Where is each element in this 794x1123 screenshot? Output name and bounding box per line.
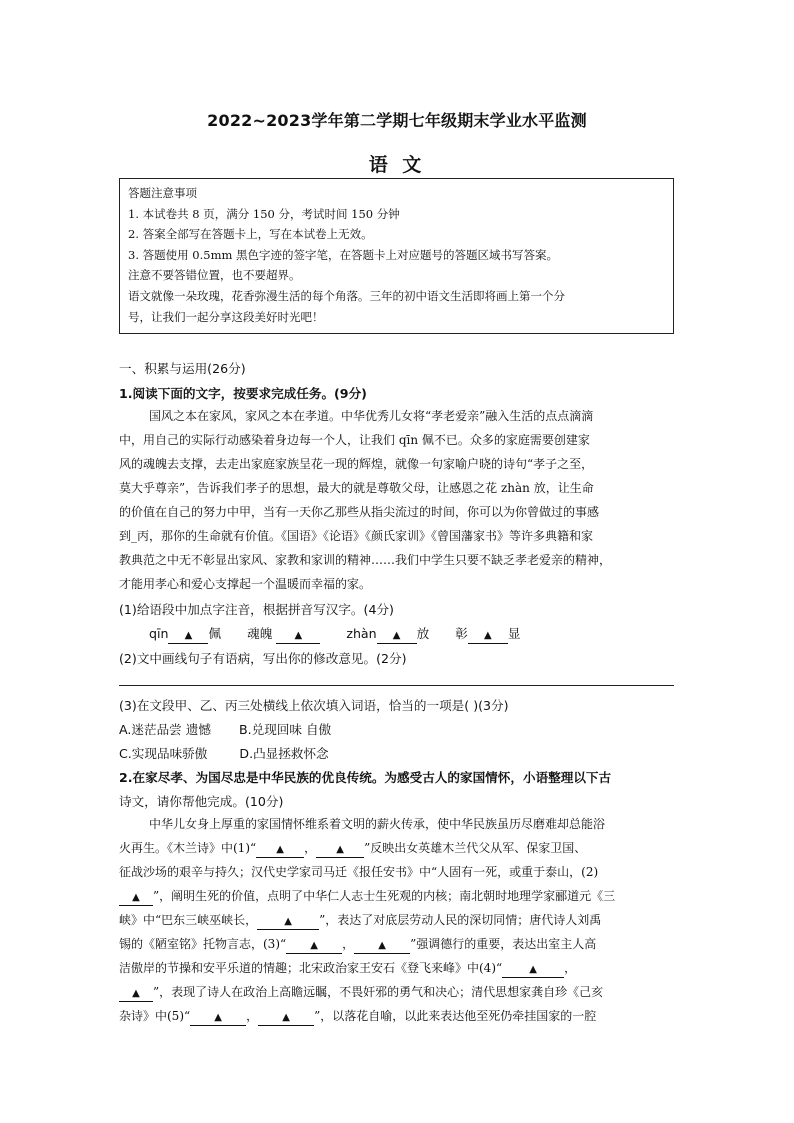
passage-line: [119, 983, 679, 1002]
question-1-prompt: 1.阅读下面的文字，按要求完成任务。(9分): [119, 386, 367, 401]
passage-line: 风的魂魄去支撑，去走出家庭家族呈花一现的辉煌，就像一句家喻户晓的诗句“孝子之至，: [119, 457, 594, 471]
passage-line: [119, 959, 679, 978]
passage-line: 莫大乎尊亲”，告诉我们孝子的思想，最大的就是尊敬父母，让感恩之花 zhàn 放，让生命: [119, 481, 594, 495]
comma: ，: [304, 841, 317, 855]
passage-text: 洁傲岸的节操和安平乐道的情趣；北宋政治家王安石《登飞来峰》中(4)“: [119, 961, 503, 975]
answer-marker: ▲: [336, 844, 344, 855]
passage-text: ”反映出女英雄木兰代父从军、保家卫国、: [364, 841, 587, 855]
pinyin-qin: qīn: [149, 626, 169, 641]
notice-line: 号，让我们一起分享这段美好时光吧！: [128, 309, 324, 324]
answer-marker: ▲: [282, 1012, 290, 1023]
answer-marker: ▲: [276, 844, 284, 855]
answer-blank[interactable]: [316, 841, 364, 858]
passage-text: 锡的《陋室铭》托物言志，(3)“: [119, 937, 287, 951]
passage-line: 征战沙场的艰辛与持久；汉代史学家司马迁《报任安书》中“人固有一死，或重于泰山，(2): [119, 865, 599, 879]
passage-text: ”，表现了诗人在政治上高瞻远瞩，不畏奸邪的勇气和决心；清代思想家龚自珍《己亥: [153, 985, 604, 999]
answer-blank[interactable]: [258, 1009, 314, 1026]
answer-blank[interactable]: [468, 627, 508, 644]
answer-blank[interactable]: [377, 627, 417, 644]
answer-blank[interactable]: [286, 937, 342, 954]
answer-blank[interactable]: [257, 913, 319, 930]
passage-line: 中华儿女身上厚重的家国情怀维系着文明的薪火传承，使中华民族虽历尽磨难却总能浴: [149, 817, 606, 831]
exam-title: 2022~2023学年第二学期七年级期末学业水平监测: [207, 111, 587, 130]
passage-text: ”，阐明生死的价值，点明了中华仁人志士生死观的内核；南北朝时地理学家郦道元《三: [153, 889, 616, 903]
options-row-1: [119, 719, 679, 738]
notice-line: 3. 答题使用 0.5mm 黑色字迹的签字笔，在答题卡上对应题号的答题区域书写答案。: [128, 247, 559, 262]
passage-line: 的价值在自己的努力中甲，当有一天你乙那些从指尖流过的时间，你可以为你曾做过的事感: [119, 505, 600, 519]
answer-marker: ▲: [484, 630, 492, 641]
answer-marker: ▲: [310, 940, 318, 951]
answer-line[interactable]: [119, 685, 674, 686]
char-after: 显: [507, 626, 521, 641]
notice-line: 2. 答案全部写在答题卡上，写在本试卷上无效。: [128, 227, 373, 242]
answer-blank[interactable]: [119, 889, 153, 906]
notice-line: 1. 本试卷共 8 页，满分 150 分，考试时间 150 分钟: [128, 206, 400, 221]
pinyin-answer-row: [149, 623, 679, 644]
answer-marker: ▲: [214, 1012, 222, 1023]
answer-marker: ▲: [184, 630, 193, 641]
answer-marker: ▲: [378, 940, 386, 951]
passage-line: [119, 887, 679, 906]
answer-blank[interactable]: [502, 961, 564, 978]
answer-marker: ▲: [132, 892, 140, 903]
answer-marker: ▲: [294, 630, 303, 641]
comma: ，: [564, 961, 577, 975]
passage-text: ”，表达了对底层劳动人民的深切同情；唐代诗人刘禹: [319, 913, 602, 927]
subquestion-3: (3)在文段甲、乙、丙三处横线上依次填入词语，恰当的一项是( )(3分): [119, 698, 509, 713]
option-b[interactable]: B.兑现回味 自傲: [239, 722, 332, 737]
passage-line: 教典范之中无不彰显出家风、家教和家训的精神……我们中学生只要不缺乏孝老爱亲的精神，: [119, 553, 612, 567]
passage-line: [119, 911, 679, 930]
passage-line: 才能用孝心和爱心支撑起一个温暖而幸福的家。: [119, 577, 372, 591]
char-after: 放: [416, 626, 430, 641]
section-heading: 一、积累与运用(26分): [119, 361, 246, 376]
char-zhang: 彰: [455, 626, 468, 641]
passage-line: 中，用自己的实际行动感染着身边每一个人，让我们 qīn 佩不已。众多的家庭需要创建家: [119, 433, 590, 447]
passage-line: 到_丙，那你的生命就有价值。《国语》《论语》《颜氏家训》《曾国藩家书》等许多典籍和家: [119, 529, 594, 543]
question-2-prompt-cont: 诗文，请你帮他完成。(10分): [119, 794, 284, 809]
subject-title: 语 文: [368, 154, 426, 176]
passage-text: 峡》中“巴东三峡巫峡长，: [119, 913, 258, 927]
answer-blank[interactable]: [354, 937, 410, 954]
answer-marker: ▲: [529, 964, 537, 975]
notice-line: 注意不要答错位置，也不要超界。: [128, 268, 301, 283]
passage-line: [119, 839, 679, 858]
answer-blank[interactable]: [256, 841, 304, 858]
passage-line: [119, 1007, 679, 1026]
notice-box: [119, 178, 674, 334]
option-c[interactable]: C.实现品味骄傲: [119, 746, 208, 761]
passage-text: 杂诗》中(5)“: [119, 1009, 191, 1023]
answer-blank[interactable]: [119, 985, 153, 1002]
answer-blank[interactable]: [168, 627, 208, 644]
comma: ，: [342, 937, 355, 951]
comma: ，: [246, 1009, 259, 1023]
answer-marker: ▲: [392, 630, 401, 641]
char-after: 佩: [208, 626, 222, 641]
subquestion-2: (2)文中画线句子有语病，写出你的修改意见。(2分): [119, 651, 407, 666]
notice-line: 答题注意事项: [128, 186, 197, 200]
answer-blank[interactable]: [276, 627, 320, 644]
answer-blank[interactable]: [190, 1009, 246, 1026]
passage-line: 国风之本在家风，家风之本在孝道。中华优秀儿女将“孝老爱亲”融入生活的点点滴滴: [149, 409, 594, 423]
word-hunpo: 魂魄: [247, 626, 273, 641]
option-d[interactable]: D.凸显拯救怀念: [239, 746, 329, 761]
passage-line: [119, 935, 679, 954]
passage-text: 火再生。《木兰诗》中(1)“: [119, 841, 257, 855]
options-row-2: [119, 743, 679, 762]
option-a[interactable]: A.迷茫品尝 遗憾: [119, 722, 211, 737]
question-2-prompt: 2.在家尽孝、为国尽忠是中华民族的优良传统。为感受古人的家国情怀，小语整理以下古: [119, 770, 612, 785]
answer-marker: ▲: [284, 916, 292, 927]
passage-text: ”，以落花自喻，以此来表达他至死仍牵挂国家的一腔: [314, 1009, 597, 1023]
answer-marker: ▲: [132, 988, 140, 999]
passage-text: ”强调德行的重要，表达出室主人高: [410, 937, 597, 951]
subquestion-1: (1)给语段中加点字注音，根据拼音写汉字。(4分): [119, 602, 394, 617]
pinyin-zhan: zhàn: [346, 626, 377, 641]
notice-line: 语文就像一朵玫瑰，花香弥漫生活的每个角落。三年的初中语文生活即将画上第一个分: [128, 288, 565, 303]
